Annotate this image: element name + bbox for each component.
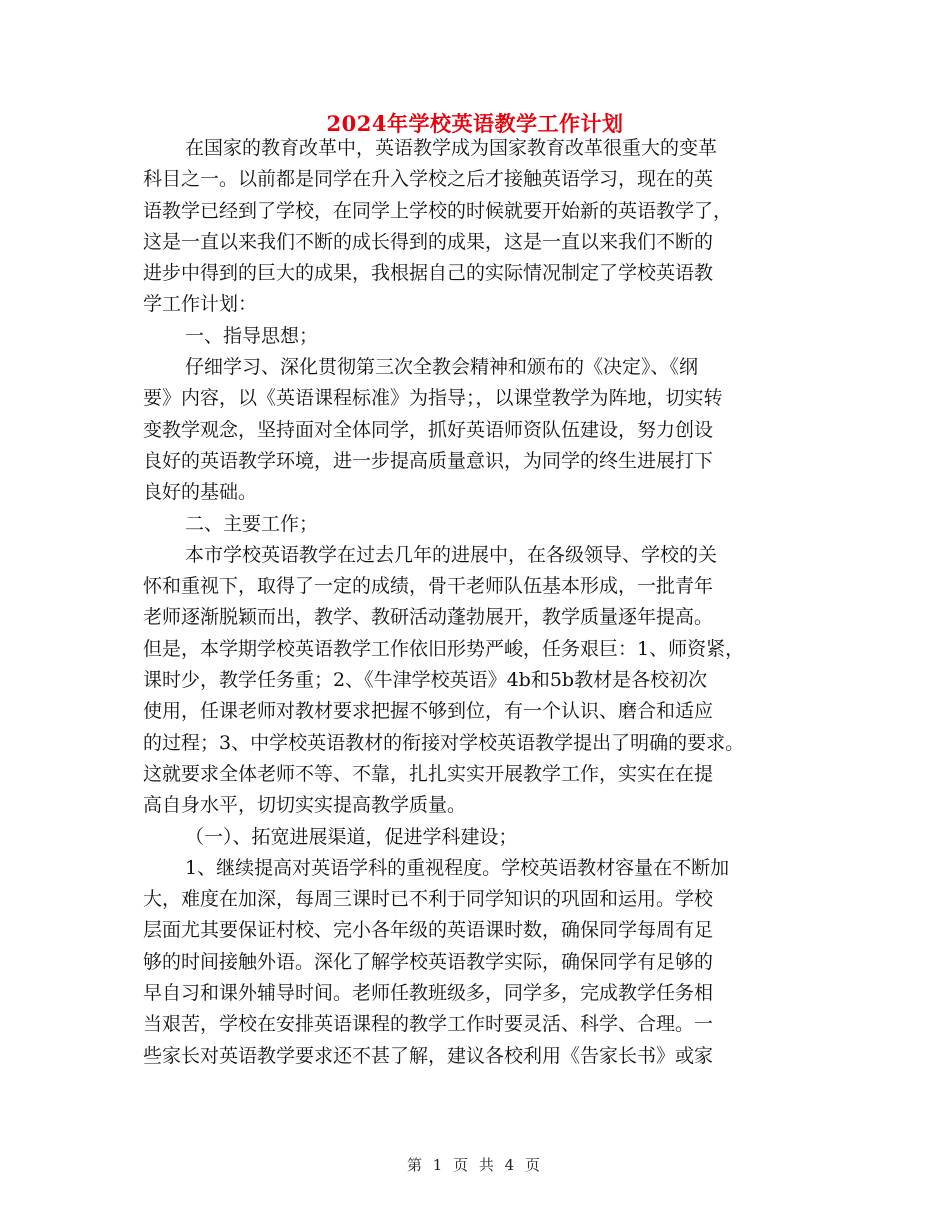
paragraph-line: 要》内容，以《英语课程标准》为指导；，以课堂教学为阵地，切实转 — [143, 387, 723, 410]
paragraph-line: 良好的基础。 — [143, 481, 258, 504]
paragraph-line: 1、继续提高对英语学科的重视程度。学校英语教材容量在不断加 — [185, 856, 730, 879]
paragraph-line: 进步中得到的巨大的成果，我根据自己的实际情况制定了学校英语教 — [143, 262, 714, 285]
paragraph-line: 但是，本学期学校英语教学工作依旧形势严峻，任务艰巨：1、师资紧， — [143, 637, 745, 660]
paragraph-line: 变教学观念，坚持面对全体同学，抓好英语师资队伍建设，努力创设 — [143, 418, 714, 441]
paragraph-line: 语教学已经到了学校，在同学上学校的时候就要开始新的英语教学了， — [143, 199, 733, 222]
paragraph-line: 良好的英语教学环境，进一步提高质量意识，为同学的终生进展打下 — [143, 449, 714, 472]
paragraph-line: 层面尤其要保证村校、完小各年级的英语课时数，确保同学每周有足 — [143, 919, 714, 942]
paragraph-line: 使用，任课老师对教材要求把握不够到位，有一个认识、磨合和适应 — [143, 700, 714, 723]
paragraph-line: 的过程；3、中学校英语教材的衔接对学校英语教学提出了明确的要求。 — [143, 731, 745, 754]
page-number: 第 1 页 共 4 页 — [407, 1156, 543, 1174]
paragraph-line: 些家长对英语教学要求还不甚了解，建议各校利用《告家长书》或家 — [143, 1044, 714, 1067]
section-heading: 二、主要工作； — [185, 512, 319, 535]
paragraph-line: 怀和重视下，取得了一定的成绩，骨干老师队伍基本形成，一批青年 — [143, 575, 714, 598]
paragraph-line: 科目之一。以前都是同学在升入学校之后才接触英语学习，现在的英 — [143, 168, 714, 191]
paragraph-line: 高自身水平，切切实实提高教学质量。 — [143, 794, 467, 817]
paragraph-line: 这就要求全体老师不等、不靠，扎扎实实开展教学工作，实实在在提 — [143, 762, 714, 785]
paragraph-line: 学工作计划： — [143, 293, 258, 316]
section-heading: 一、指导思想； — [185, 324, 319, 347]
subsection-heading: （一）、拓宽进展渠道，促进学科建设； — [185, 825, 518, 848]
paragraph-line: 在国家的教育改革中，英语教学成为国家教育改革很重大的变革 — [185, 137, 718, 159]
document-body — [143, 133, 803, 1072]
document-title: 2024年学校英语教学工作计划 — [326, 111, 624, 136]
paragraph-line: 这是一直以来我们不断的成长得到的成果，这是一直以来我们不断的 — [143, 230, 714, 253]
paragraph-line: 仔细学习、深化贯彻第三次全教会精神和颁布的《决定》、《纲 — [185, 356, 699, 379]
paragraph-line: 大，难度在加深，每周三课时已不利于同学知识的巩固和运用。学校 — [143, 888, 714, 911]
paragraph-line: 课时少，教学任务重；2、《牛津学校英语》4b和5b教材是各校初次 — [143, 669, 708, 692]
paragraph-line: 早自习和课外辅导时间。老师任教班级多，同学多，完成教学任务相 — [143, 982, 714, 1005]
paragraph-line: 够的时间接触外语。深化了解学校英语教学实际，确保同学有足够的 — [143, 950, 714, 973]
paragraph-line: 当艰苦，学校在安排英语课程的教学工作时要灵活、科学、合理。一 — [143, 1013, 714, 1036]
paragraph-line: 本市学校英语教学在过去几年的进展中，在各级领导、学校的关 — [185, 543, 718, 566]
paragraph-line: 老师逐渐脱颖而出，教学、教研活动蓬勃展开，教学质量逐年提高。 — [143, 606, 714, 629]
